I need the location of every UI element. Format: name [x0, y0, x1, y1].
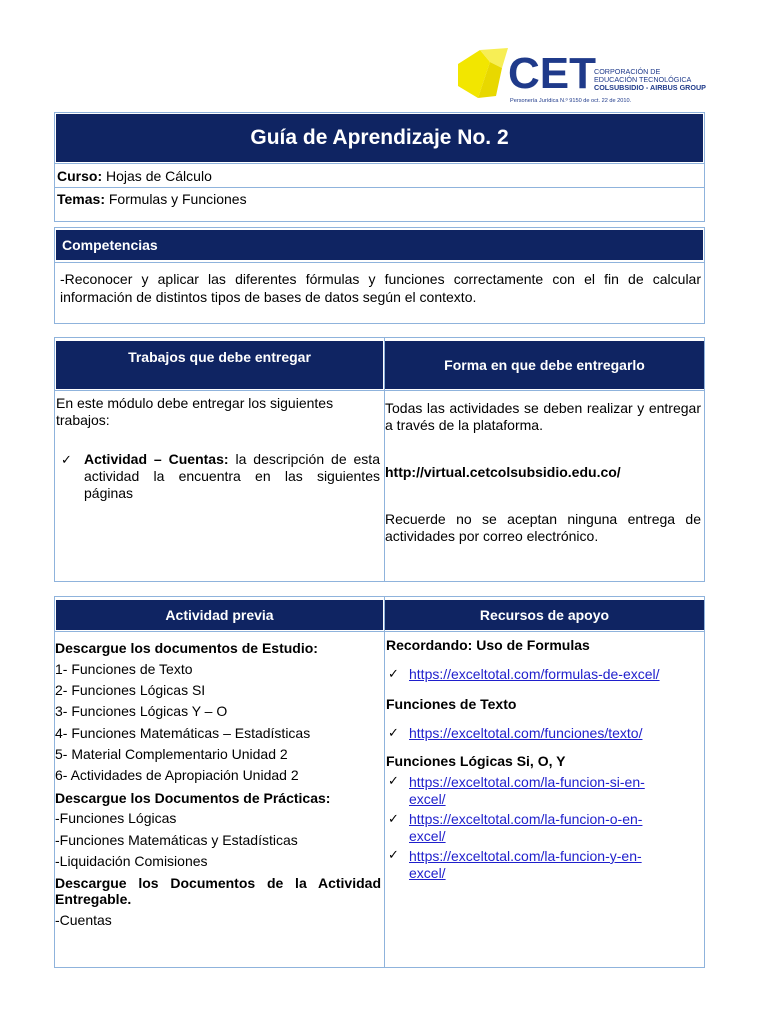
practicas-item: -Liquidación Comisiones: [55, 853, 208, 869]
estudio-item: 6- Actividades de Apropiación Unidad 2: [55, 767, 299, 783]
recursos-heading-3: Funciones Lógicas Si, O, Y: [386, 753, 566, 769]
recursos-col-header: Recursos de apoyo: [385, 600, 704, 630]
header-box: [54, 112, 705, 222]
trabajos-item-title: Actividad – Cuentas:: [84, 451, 229, 467]
trabajos-intro: En este módulo debe entregar los siguientes trabajos:: [56, 395, 334, 428]
practicas-item: -Funciones Matemáticas y Estadísticas: [55, 832, 298, 848]
resource-link[interactable]: https://exceltotal.com/funciones/texto/: [409, 725, 643, 741]
logo-line-1: CORPORACIÓN DE: [594, 67, 661, 76]
estudio-item: 1- Funciones de Texto: [55, 661, 193, 677]
curso-value: Hojas de Cálculo: [106, 168, 212, 184]
estudio-item: 3- Funciones Lógicas Y – O: [55, 703, 228, 719]
page-title: Guía de Aprendizaje No. 2: [56, 114, 703, 162]
forma-p2: Recuerde no se aceptan ninguna entrega de actividades por correo electrónico.: [385, 511, 701, 544]
recursos-heading-1: Recordando: Uso de Formulas: [386, 637, 590, 653]
logo-brand: CET: [508, 49, 596, 98]
practicas-heading: Descargue los Documentos de Prácticas:: [55, 790, 331, 806]
check-icon: ✓: [388, 847, 399, 862]
trabajos-table: [54, 337, 705, 582]
curso-label: Curso:: [57, 168, 103, 184]
resource-link[interactable]: https://exceltotal.com/la-funcion-si-en-excel/: [409, 774, 645, 807]
logo-line-2: EDUCACIÓN TECNOLÓGICA: [594, 75, 692, 84]
entregable-item: -Cuentas: [55, 912, 112, 928]
forma-col-header: Forma en que debe entregarlo: [385, 341, 704, 389]
entregable-heading: Descargue los Documentos de la Actividad Entregable.: [55, 875, 381, 907]
resource-link[interactable]: https://exceltotal.com/formulas-de-excel/: [409, 666, 660, 682]
check-icon: ✓: [388, 811, 399, 826]
estudio-heading: Descargue los documentos de Estudio:: [55, 640, 318, 656]
forma-p1: Todas las actividades se deben realizar y entregar a través de la plataforma.: [385, 400, 701, 433]
competencias-box: [54, 227, 705, 324]
competencias-text: -Reconocer y aplicar las diferentes fórmulas y funciones correctamente con el fin de calcular información de distintos tipos de bases de datos según el contexto.: [60, 271, 701, 305]
logo-line-3: COLSUBSIDIO - AIRBUS GROUP: [594, 83, 706, 92]
curso-line: [57, 168, 212, 184]
check-icon: ✓: [61, 452, 72, 467]
trabajos-item-text: la descripción de esta actividad la encuentra en las siguientes páginas: [84, 451, 380, 501]
temas-label: Temas:: [57, 191, 105, 207]
trabajos-item: [84, 451, 380, 502]
resource-link[interactable]: https://exceltotal.com/la-funcion-o-en-excel/: [409, 811, 643, 844]
recursos-heading-2: Funciones de Texto: [386, 696, 517, 712]
trabajos-col-header: Trabajos que debe entregar: [56, 341, 383, 375]
check-icon: ✓: [388, 773, 399, 788]
logo-personeria: Personería Jurídica N.º 9150 de oct. 22 de 2010.: [510, 98, 632, 104]
estudio-item: 5- Material Complementario Unidad 2: [55, 746, 288, 762]
actividad-table: [54, 596, 705, 968]
resource-link[interactable]: https://exceltotal.com/la-funcion-y-en-excel/: [409, 848, 642, 881]
logo-text: [594, 68, 706, 92]
estudio-item: 2- Funciones Lógicas SI: [55, 682, 206, 698]
temas-line: [57, 191, 247, 207]
temas-value: Formulas y Funciones: [108, 191, 247, 207]
practicas-item: -Funciones Lógicas: [55, 810, 177, 826]
actividad-col-header: Actividad previa: [56, 600, 383, 630]
check-icon: ✓: [388, 725, 399, 740]
check-icon: ✓: [388, 666, 399, 681]
competencias-heading: Competencias: [56, 230, 703, 260]
estudio-item: 4- Funciones Matemáticas – Estadísticas: [55, 725, 311, 741]
forma-url: http://virtual.cetcolsubsidio.edu.co/: [385, 464, 621, 480]
